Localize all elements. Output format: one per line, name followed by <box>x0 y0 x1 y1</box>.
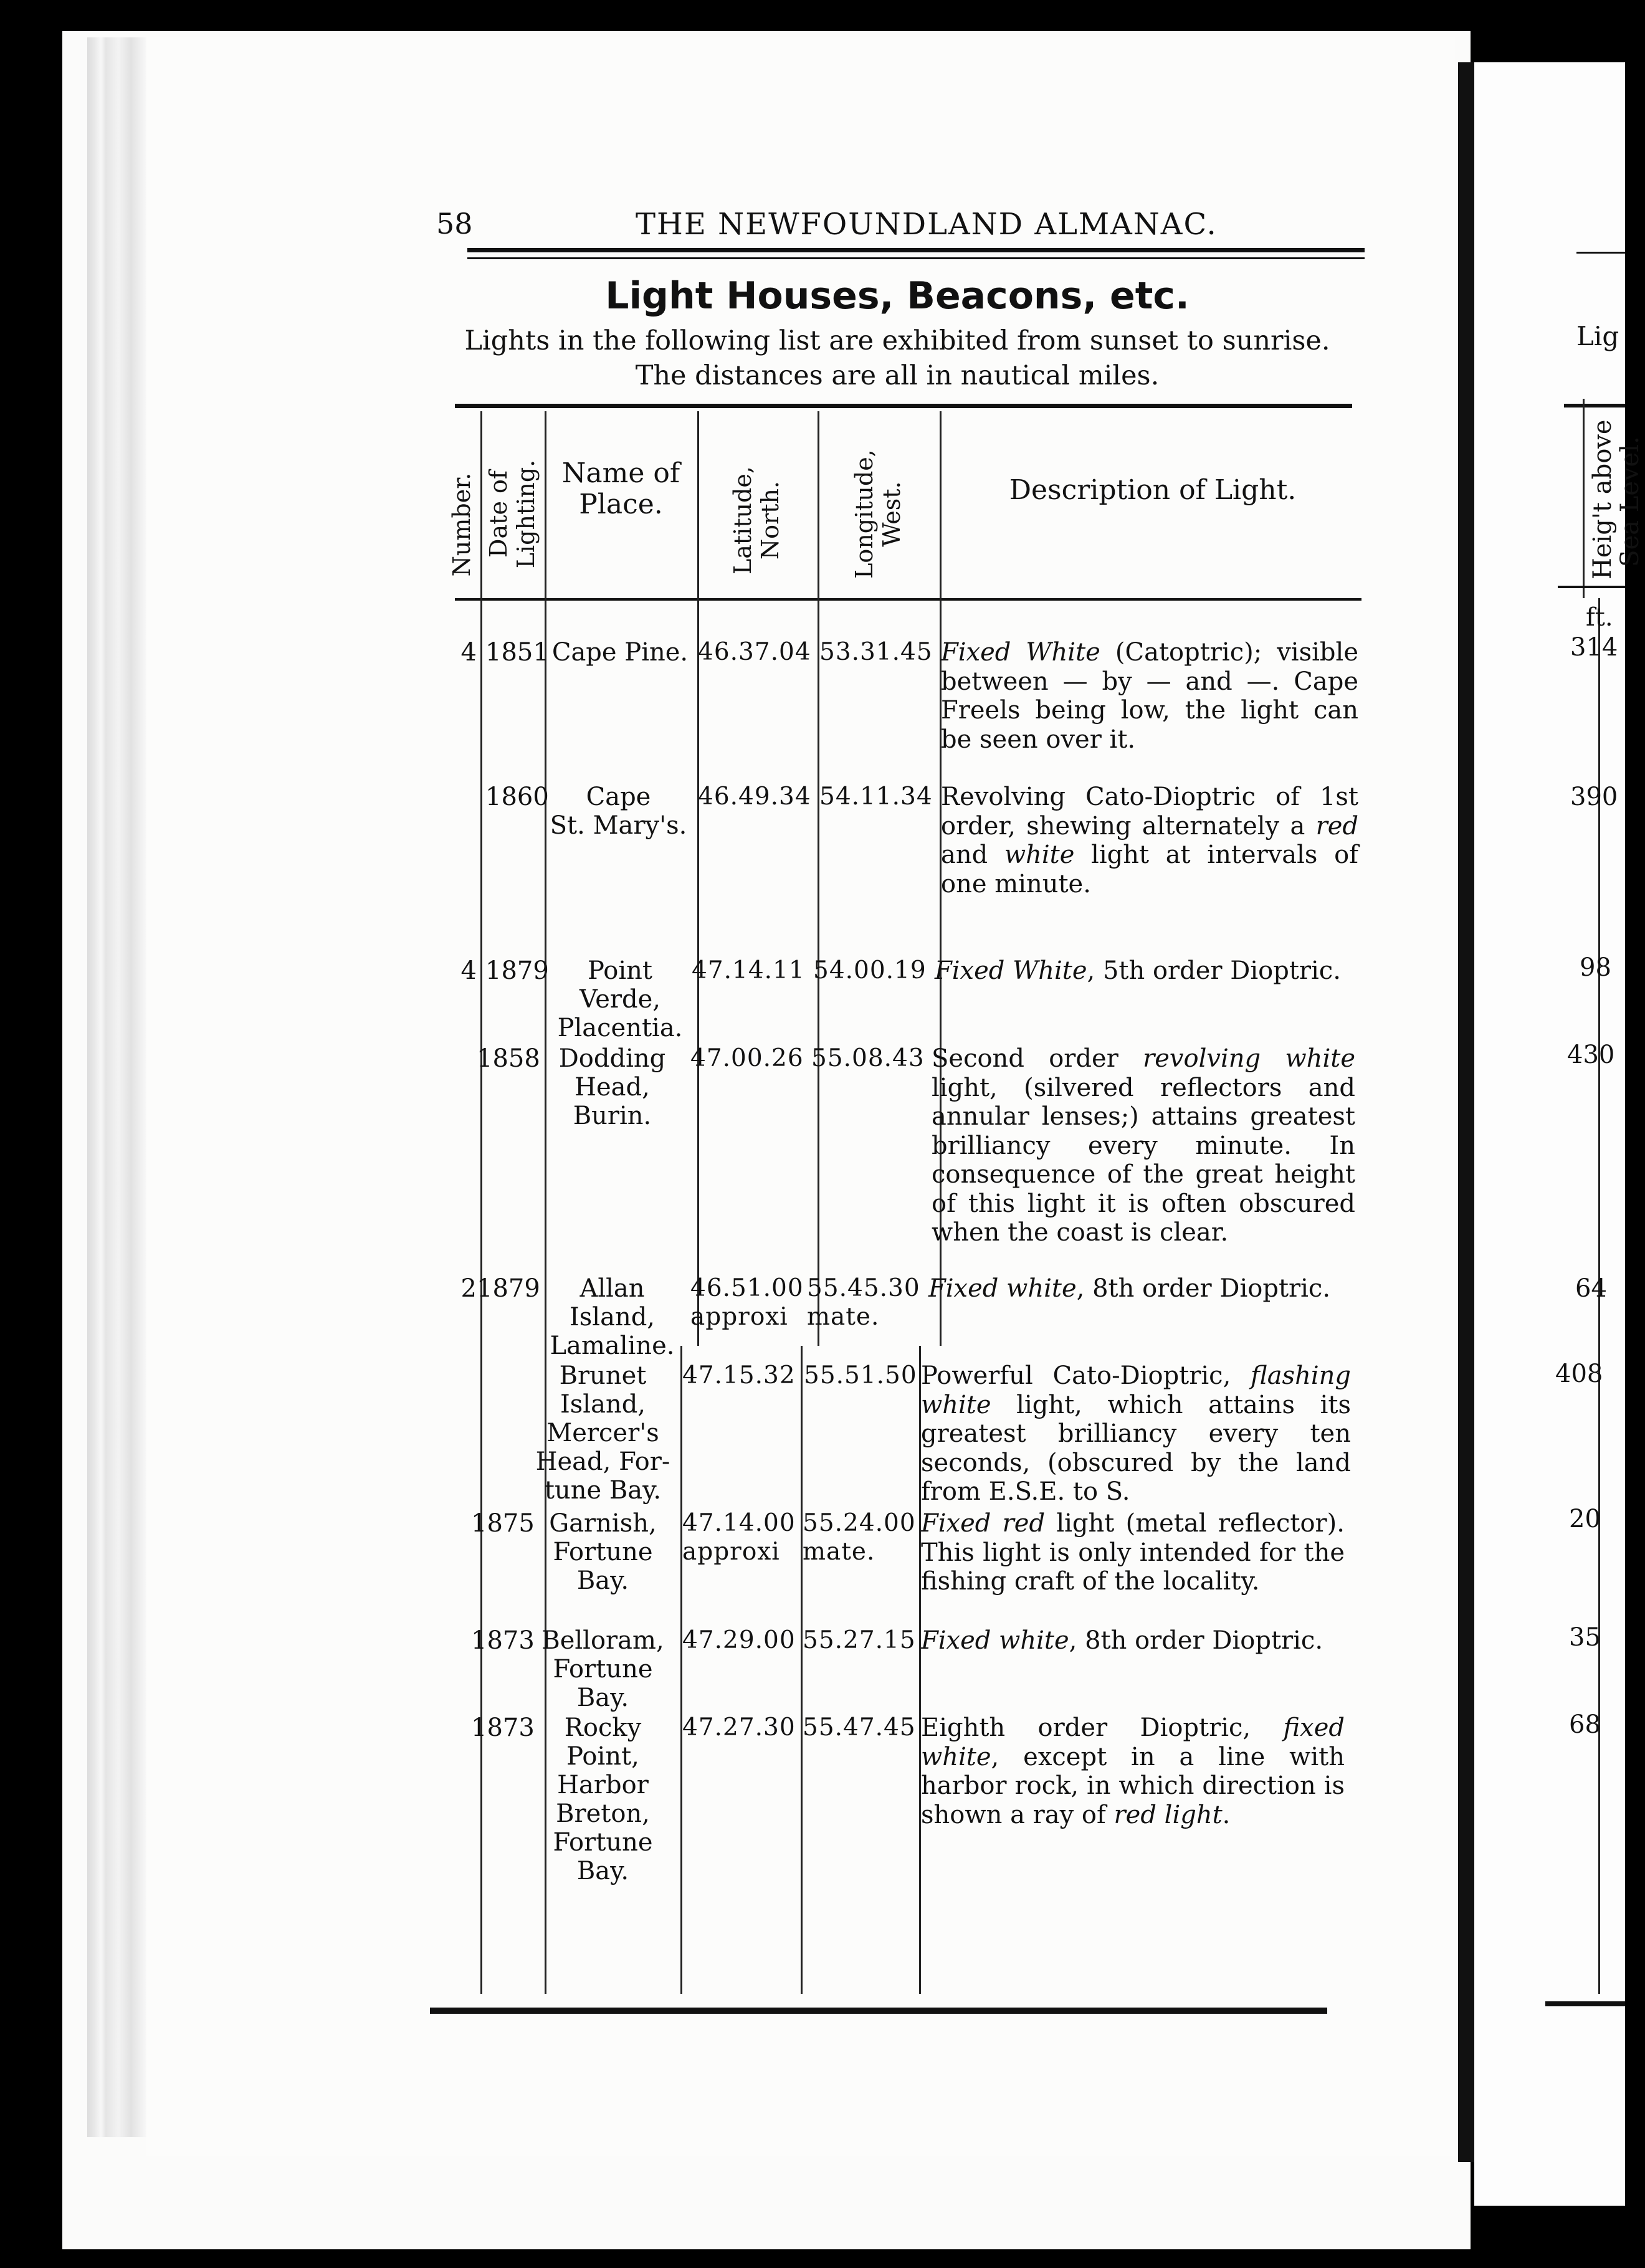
row-description: Fixed white, 8th order Dioptric. <box>928 1274 1331 1303</box>
height-unit: ft. <box>1586 603 1613 632</box>
row-place: Cape Pine. <box>551 638 689 667</box>
row-latitude: 47.14.00 approxi <box>682 1509 796 1566</box>
row-place: Dodding Head, Burin. <box>558 1044 666 1130</box>
row-place: Belloram, Fortune Bay. <box>541 1626 664 1712</box>
binding-gutter <box>1458 62 1474 2162</box>
row-date: 1873 <box>471 1713 535 1742</box>
column-divider <box>801 1346 803 1994</box>
table-top-rule <box>455 404 1352 408</box>
header-bottom-rule <box>455 598 1361 601</box>
row-description: Fixed white, 8th order Dioptric. <box>921 1626 1323 1655</box>
row-place: Garnish, Fortune Bay. <box>549 1509 657 1595</box>
row-number: 4 <box>460 956 477 985</box>
row-place: Allan Island, Lamaline. <box>550 1274 675 1360</box>
row-description: Fixed White (Catoptric); visible between — by — and —. Cape Freels being low, the light can be seen over it. <box>941 638 1358 754</box>
column-divider <box>1583 399 1585 598</box>
row-latitude: 47.27.30 <box>682 1713 796 1742</box>
running-head <box>436 207 1296 244</box>
row-number: 4 <box>460 638 477 667</box>
header-description: Description of Light. <box>1009 474 1297 506</box>
row-longitude: 55.51.50 <box>804 1361 917 1389</box>
height-value: 64 <box>1575 1274 1607 1303</box>
head-rule-thin <box>467 257 1365 259</box>
row-longitude: 55.47.45 <box>803 1713 916 1742</box>
row-place: Brunet Island, Mercer's Head, For- tune Bay. <box>535 1361 670 1505</box>
row-latitude: 47.14.11 <box>692 956 805 984</box>
row-longitude: 55.45.30 mate. <box>807 1274 920 1331</box>
height-value: 314 <box>1570 633 1618 662</box>
header-latitude: Latitude, North. <box>729 466 784 574</box>
row-latitude: 46.37.04 <box>698 638 811 666</box>
page-edge-stack <box>87 37 146 2137</box>
height-value: 68 <box>1569 1710 1601 1739</box>
column-divider <box>480 411 482 1994</box>
intro-line-2: The distances are all in nautical miles. <box>635 360 1160 391</box>
row-description: Powerful Cato-Dioptric, flashing white light, which attains its greatest brilliancy every ten seconds, (obscured by the land from E.S.E. to S. <box>921 1361 1351 1506</box>
page-number: 58 <box>436 207 473 241</box>
row-number: 2 <box>460 1274 477 1303</box>
row-latitude: 47.29.00 <box>682 1626 796 1654</box>
row-longitude: 54.00.19 <box>813 956 927 984</box>
facing-page-rule <box>1545 2001 1625 2006</box>
header-name-of-place: Name of Place. <box>561 457 680 520</box>
intro-line-1: Lights in the following list are exhibited from sunset to sunrise. <box>464 325 1330 356</box>
row-date: 1879 <box>485 956 549 985</box>
row-place: Rocky Point, Harbor Breton, Fortune Bay. <box>553 1713 653 1885</box>
table-bottom-rule <box>430 2008 1327 2014</box>
row-longitude: 53.31.45 <box>819 638 933 666</box>
facing-page-rule <box>1558 586 1625 588</box>
row-description: Fixed red light (metal reflector). This light is only intended for the fishing craft of the locality. <box>921 1509 1345 1596</box>
row-description: Revolving Cato-Dioptric of 1st order, shewing alternately a red and white light at intervals of one minute. <box>941 783 1358 898</box>
height-value: 390 <box>1570 783 1618 811</box>
height-value: 408 <box>1555 1360 1603 1388</box>
row-place: Point Verde, Placentia. <box>557 956 683 1042</box>
row-description: Fixed White, 5th order Dioptric. <box>935 956 1341 985</box>
row-latitude: 46.49.34 <box>698 783 811 811</box>
row-longitude: 54.11.34 <box>819 783 933 811</box>
column-divider <box>818 411 819 1346</box>
header-date-of-lighting: Date of Lighting. <box>485 459 540 569</box>
row-longitude: 55.08.43 <box>811 1044 925 1072</box>
header-longitude: Longitude, West. <box>851 449 905 579</box>
facing-header-height: Heig't above Sea Level. <box>1588 419 1644 579</box>
facing-heading-fragment: Lig <box>1576 321 1619 351</box>
row-date: 1879 <box>477 1274 540 1303</box>
row-description: Second order revolving white light, (silvered reflectors and annular lenses;) attains greatest brilliancy every minute. In consequence of the great height of this light it is often obscured when the coast is clear. <box>932 1044 1355 1247</box>
row-longitude: 55.27.15 <box>803 1626 916 1654</box>
almanac-title: THE NEWFOUNDLAND ALMANAC. <box>636 207 1218 242</box>
row-latitude: 47.00.26 <box>690 1044 804 1072</box>
row-date: 1860 <box>485 783 549 811</box>
row-date: 1875 <box>471 1509 535 1538</box>
column-divider <box>697 411 699 1346</box>
row-date: 1873 <box>471 1626 535 1655</box>
row-date: 1858 <box>477 1044 540 1073</box>
facing-page <box>1474 62 1625 2206</box>
facing-page-rule <box>1576 252 1625 254</box>
height-value: 98 <box>1580 953 1611 982</box>
row-latitude: 46.51.00 approxi <box>690 1274 804 1331</box>
height-value: 35 <box>1569 1623 1601 1652</box>
header-number: Number. <box>448 472 475 577</box>
row-description: Eighth order Dioptric, fixed white, except in a line with harbor rock, in which direction is shown a ray of red light. <box>921 1713 1345 1829</box>
height-value: 430 <box>1567 1041 1615 1069</box>
row-date: 1851 <box>485 638 549 667</box>
row-longitude: 55.24.00 mate. <box>803 1509 916 1566</box>
row-latitude: 47.15.32 <box>682 1361 796 1389</box>
column-divider <box>680 1346 682 1994</box>
row-place: Cape St. Mary's. <box>550 783 687 840</box>
section-heading: Light Houses, Beacons, etc. <box>605 274 1190 318</box>
height-value: 20 <box>1569 1505 1601 1533</box>
facing-page-rule <box>1564 404 1625 407</box>
head-rule-thick <box>467 248 1365 252</box>
